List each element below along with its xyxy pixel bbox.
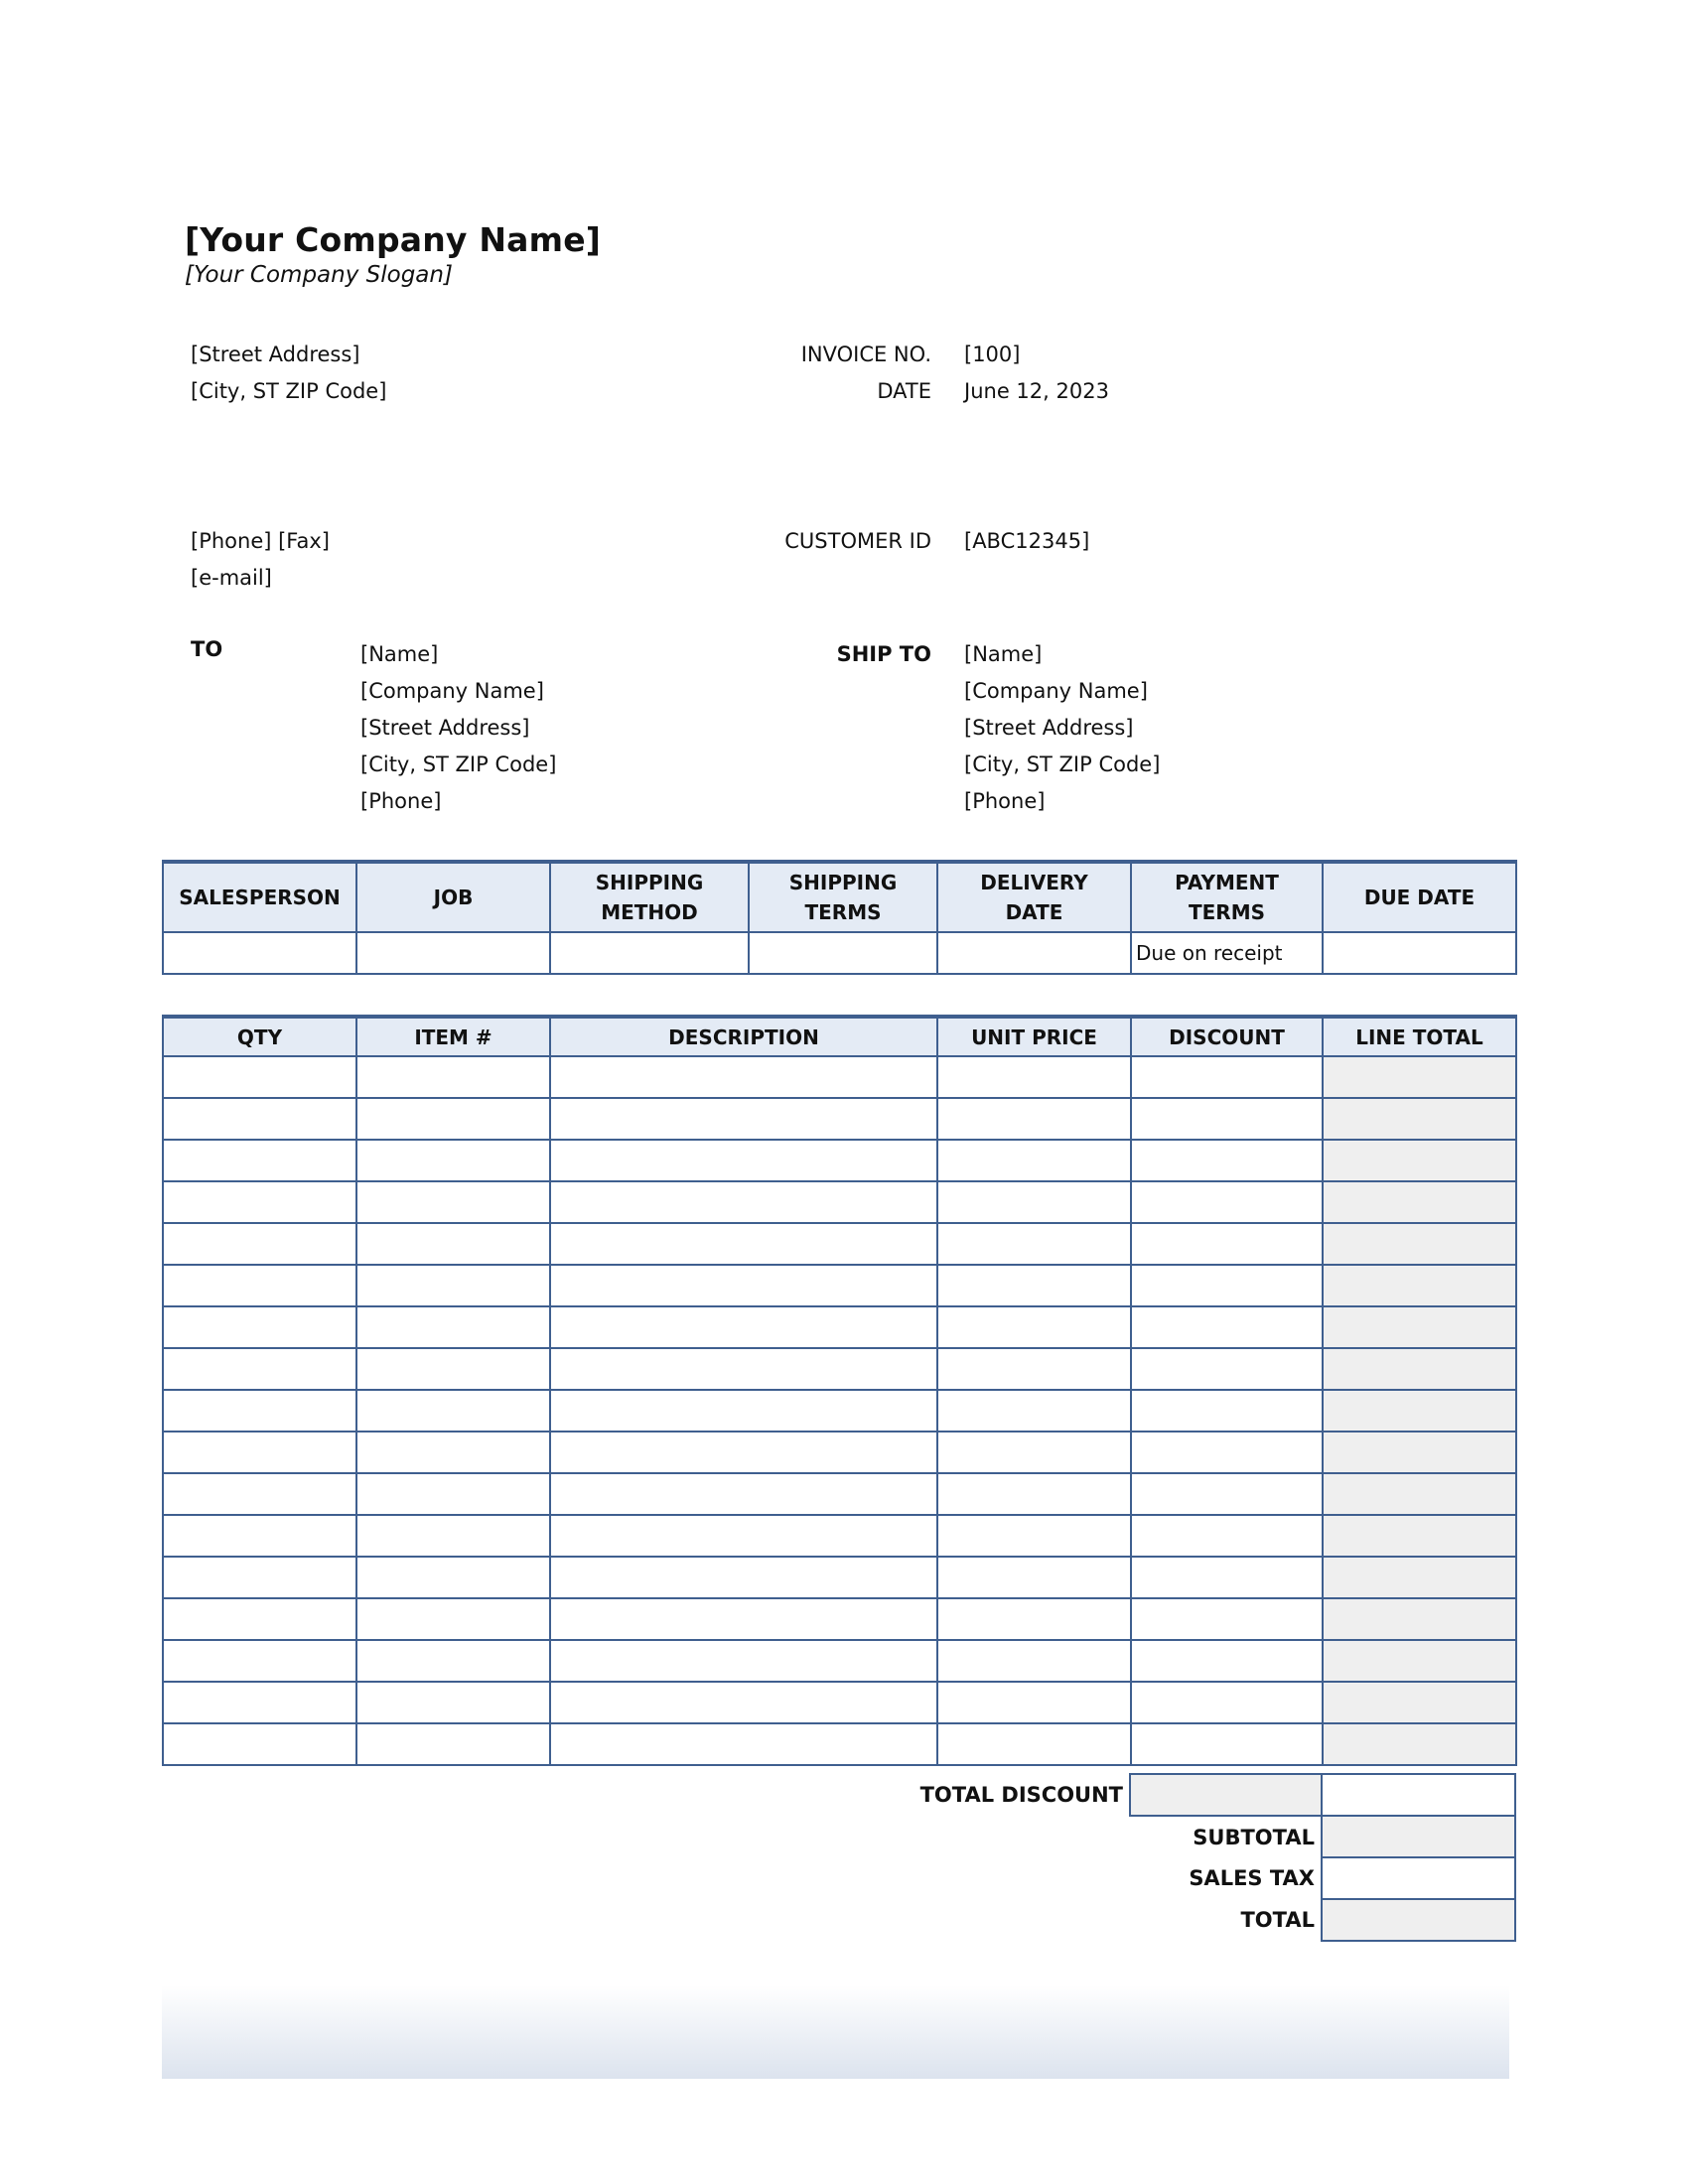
- shipping-terms-cell[interactable]: [749, 932, 937, 974]
- to-name: [Name]: [360, 642, 439, 666]
- discount-cell[interactable]: [1131, 1348, 1323, 1390]
- line-total-cell[interactable]: [1323, 1682, 1516, 1723]
- line-total-cell[interactable]: [1323, 1473, 1516, 1515]
- table-row: [163, 1515, 1516, 1557]
- invoice-number: [100]: [964, 342, 1021, 366]
- item-number-cell[interactable]: [356, 1348, 550, 1390]
- unit-price-cell[interactable]: [937, 1098, 1131, 1140]
- description-cell[interactable]: [550, 1682, 937, 1723]
- shipping-method-cell[interactable]: [550, 932, 749, 974]
- totals-table: [837, 1773, 1516, 1942]
- item-number-cell[interactable]: [356, 1640, 550, 1682]
- line-total-cell[interactable]: [1323, 1265, 1516, 1306]
- item-number-cell[interactable]: [356, 1432, 550, 1473]
- invoice-date-label: DATE: [877, 379, 931, 403]
- description-cell[interactable]: [550, 1056, 937, 1098]
- subtotal-label: SUBTOTAL: [1193, 1825, 1315, 1849]
- sender-city: [City, ST ZIP Code]: [191, 379, 387, 403]
- unit-price-cell[interactable]: [937, 1390, 1131, 1432]
- item-number-cell[interactable]: [356, 1473, 550, 1515]
- discount-cell[interactable]: [1131, 1140, 1323, 1181]
- qty-cell[interactable]: [163, 1140, 356, 1181]
- unit-price-cell[interactable]: [937, 1682, 1131, 1723]
- sender-email: [e-mail]: [191, 566, 272, 590]
- payment-terms-cell[interactable]: Due on receipt: [1131, 932, 1323, 974]
- unit-price-cell[interactable]: [937, 1723, 1131, 1765]
- discount-cell[interactable]: [1131, 1098, 1323, 1140]
- item-number-cell[interactable]: [356, 1306, 550, 1348]
- table-row: [163, 1181, 1516, 1223]
- table-row: [163, 1348, 1516, 1390]
- qty-cell[interactable]: [163, 1640, 356, 1682]
- item-number-cell[interactable]: [356, 1140, 550, 1181]
- description-cell[interactable]: [550, 1390, 937, 1432]
- item-number-cell[interactable]: [356, 1682, 550, 1723]
- discount-cell[interactable]: [1131, 1432, 1323, 1473]
- item-number-cell[interactable]: [356, 1181, 550, 1223]
- qty-cell[interactable]: [163, 1348, 356, 1390]
- item-number-cell[interactable]: [356, 1515, 550, 1557]
- line-total-cell[interactable]: [1323, 1515, 1516, 1557]
- item-number-cell[interactable]: [356, 1056, 550, 1098]
- unit-price-cell[interactable]: [937, 1640, 1131, 1682]
- item-number-cell[interactable]: [356, 1265, 550, 1306]
- description-cell[interactable]: [550, 1432, 937, 1473]
- table-row: [163, 1723, 1516, 1765]
- sender-phone-fax: [Phone] [Fax]: [191, 529, 330, 553]
- unit-price-cell[interactable]: [937, 1557, 1131, 1598]
- unit-price-cell[interactable]: [937, 1306, 1131, 1348]
- qty-cell[interactable]: [163, 1682, 356, 1723]
- line-total-cell[interactable]: [1323, 1181, 1516, 1223]
- description-cell[interactable]: [550, 1181, 937, 1223]
- to-label: TO: [191, 637, 223, 661]
- line-total-cell[interactable]: [1323, 1098, 1516, 1140]
- discount-cell[interactable]: [1131, 1473, 1323, 1515]
- unit-price-cell[interactable]: [937, 1473, 1131, 1515]
- header-discount: DISCOUNT: [1131, 1017, 1323, 1056]
- qty-cell[interactable]: [163, 1056, 356, 1098]
- total-discount-value[interactable]: [1130, 1774, 1322, 1816]
- header-shipping-method: SHIPPING METHOD: [550, 862, 749, 932]
- unit-price-cell[interactable]: [937, 1181, 1131, 1223]
- qty-cell[interactable]: [163, 1181, 356, 1223]
- table-row: [163, 1140, 1516, 1181]
- sales-tax-value[interactable]: [1322, 1857, 1515, 1899]
- header-description: DESCRIPTION: [550, 1017, 937, 1056]
- item-number-cell[interactable]: [356, 1723, 550, 1765]
- item-number-cell[interactable]: [356, 1598, 550, 1640]
- salesperson-cell[interactable]: [163, 932, 356, 974]
- item-number-cell[interactable]: [356, 1098, 550, 1140]
- line-total-cell[interactable]: [1323, 1223, 1516, 1265]
- ship-to-street: [Street Address]: [964, 716, 1134, 740]
- table-row: [163, 1432, 1516, 1473]
- table-row: [163, 1598, 1516, 1640]
- line-items-table: [162, 1015, 1517, 1766]
- table-row: [163, 1098, 1516, 1140]
- discount-cell[interactable]: [1131, 1223, 1323, 1265]
- unit-price-cell[interactable]: [937, 1140, 1131, 1181]
- invoice-number-label: INVOICE NO.: [800, 342, 931, 366]
- discount-cell[interactable]: [1131, 1682, 1323, 1723]
- discount-cell[interactable]: [1131, 1515, 1323, 1557]
- discount-cell[interactable]: [1131, 1056, 1323, 1098]
- description-cell[interactable]: [550, 1348, 937, 1390]
- ship-to-label: SHIP TO: [836, 642, 931, 666]
- discount-cell[interactable]: [1131, 1640, 1323, 1682]
- header-item-number: ITEM #: [356, 1017, 550, 1056]
- unit-price-cell[interactable]: [937, 1348, 1131, 1390]
- description-cell[interactable]: [550, 1515, 937, 1557]
- total-discount-blank: [1322, 1774, 1515, 1816]
- qty-cell[interactable]: [163, 1390, 356, 1432]
- description-cell[interactable]: [550, 1306, 937, 1348]
- discount-cell[interactable]: [1131, 1306, 1323, 1348]
- header-line-total: LINE TOTAL: [1323, 1017, 1516, 1056]
- header-salesperson: SALESPERSON: [163, 862, 356, 932]
- table-row: [163, 1682, 1516, 1723]
- discount-cell[interactable]: [1131, 1557, 1323, 1598]
- total-value[interactable]: [1322, 1899, 1515, 1941]
- header-due-date: DUE DATE: [1323, 862, 1516, 932]
- line-total-cell[interactable]: [1323, 1432, 1516, 1473]
- discount-cell[interactable]: [1131, 1390, 1323, 1432]
- job-cell[interactable]: [356, 932, 550, 974]
- discount-cell[interactable]: [1131, 1723, 1323, 1765]
- header-job: JOB: [356, 862, 550, 932]
- qty-cell[interactable]: [163, 1515, 356, 1557]
- total-label: TOTAL: [1240, 1908, 1315, 1932]
- unit-price-cell[interactable]: [937, 1223, 1131, 1265]
- line-total-cell[interactable]: [1323, 1723, 1516, 1765]
- line-total-cell[interactable]: [1323, 1306, 1516, 1348]
- table-row: [163, 1557, 1516, 1598]
- unit-price-cell[interactable]: [937, 1432, 1131, 1473]
- description-cell[interactable]: [550, 1598, 937, 1640]
- description-cell[interactable]: [550, 1723, 937, 1765]
- ship-to-city: [City, ST ZIP Code]: [964, 752, 1161, 776]
- unit-price-cell[interactable]: [937, 1056, 1131, 1098]
- qty-cell[interactable]: [163, 1265, 356, 1306]
- company-slogan: [Your Company Slogan]: [185, 262, 453, 288]
- discount-cell[interactable]: [1131, 1598, 1323, 1640]
- order-info-table: [162, 860, 1517, 975]
- customer-id-label: CUSTOMER ID: [784, 529, 931, 553]
- line-total-cell[interactable]: [1323, 1390, 1516, 1432]
- ship-to-phone: [Phone]: [964, 789, 1046, 813]
- unit-price-cell[interactable]: [937, 1515, 1131, 1557]
- qty-cell[interactable]: [163, 1432, 356, 1473]
- discount-cell[interactable]: [1131, 1265, 1323, 1306]
- header-payment-terms: PAYMENT TERMS: [1131, 862, 1323, 932]
- table-row: [163, 1390, 1516, 1432]
- line-items-body: [163, 1056, 1516, 1765]
- qty-cell[interactable]: [163, 1306, 356, 1348]
- to-city: [City, ST ZIP Code]: [360, 752, 557, 776]
- to-company: [Company Name]: [360, 679, 544, 703]
- item-number-cell[interactable]: [356, 1557, 550, 1598]
- to-street: [Street Address]: [360, 716, 530, 740]
- description-cell[interactable]: [550, 1098, 937, 1140]
- table-row: [163, 1056, 1516, 1098]
- line-total-cell[interactable]: [1323, 1140, 1516, 1181]
- description-cell[interactable]: [550, 1223, 937, 1265]
- unit-price-cell[interactable]: [937, 1265, 1131, 1306]
- qty-cell[interactable]: [163, 1723, 356, 1765]
- qty-cell[interactable]: [163, 1223, 356, 1265]
- description-cell[interactable]: [550, 1640, 937, 1682]
- description-cell[interactable]: [550, 1140, 937, 1181]
- line-total-cell[interactable]: [1323, 1348, 1516, 1390]
- table-row: [163, 1473, 1516, 1515]
- due-date-cell[interactable]: [1323, 932, 1516, 974]
- sender-street: [Street Address]: [191, 342, 360, 366]
- header-unit-price: UNIT PRICE: [937, 1017, 1131, 1056]
- qty-cell[interactable]: [163, 1598, 356, 1640]
- customer-id: [ABC12345]: [964, 529, 1090, 553]
- qty-cell[interactable]: [163, 1098, 356, 1140]
- sales-tax-label: SALES TAX: [1189, 1866, 1315, 1890]
- item-number-cell[interactable]: [356, 1390, 550, 1432]
- line-total-cell[interactable]: [1323, 1640, 1516, 1682]
- description-cell[interactable]: [550, 1557, 937, 1598]
- discount-cell[interactable]: [1131, 1181, 1323, 1223]
- line-total-cell[interactable]: [1323, 1557, 1516, 1598]
- line-total-cell[interactable]: [1323, 1056, 1516, 1098]
- ship-to-name: [Name]: [964, 642, 1043, 666]
- ship-to-company: [Company Name]: [964, 679, 1148, 703]
- company-name: [Your Company Name]: [185, 220, 602, 259]
- header-shipping-terms: SHIPPING TERMS: [749, 862, 937, 932]
- unit-price-cell[interactable]: [937, 1598, 1131, 1640]
- invoice-date: June 12, 2023: [964, 379, 1109, 403]
- delivery-date-cell[interactable]: [937, 932, 1131, 974]
- description-cell[interactable]: [550, 1265, 937, 1306]
- table-row: [163, 1265, 1516, 1306]
- qty-cell[interactable]: [163, 1557, 356, 1598]
- item-number-cell[interactable]: [356, 1223, 550, 1265]
- qty-cell[interactable]: [163, 1473, 356, 1515]
- line-total-cell[interactable]: [1323, 1598, 1516, 1640]
- footer-band: [162, 1985, 1509, 2079]
- to-phone: [Phone]: [360, 789, 442, 813]
- table-row: [163, 1640, 1516, 1682]
- header-qty: QTY: [163, 1017, 356, 1056]
- table-row: [163, 1306, 1516, 1348]
- header-delivery-date: DELIVERY DATE: [937, 862, 1131, 932]
- table-row: [163, 1223, 1516, 1265]
- total-discount-label: TOTAL DISCOUNT: [919, 1783, 1123, 1807]
- description-cell[interactable]: [550, 1473, 937, 1515]
- subtotal-value[interactable]: [1322, 1816, 1515, 1857]
